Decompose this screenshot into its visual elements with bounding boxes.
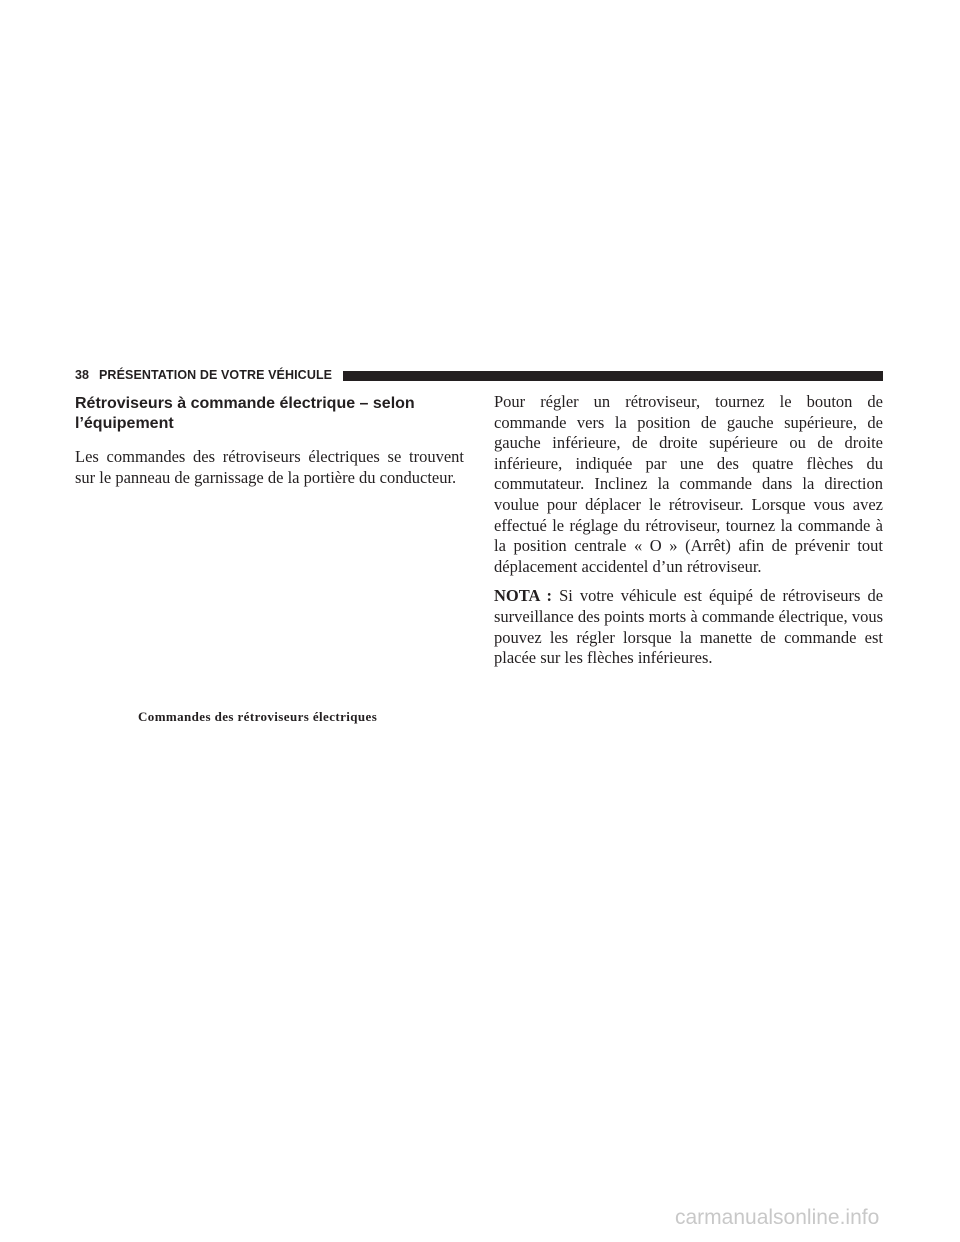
intro-paragraph: Les commandes des rétroviseurs électriques se trouvent sur le panneau de garnissage de la portière du conducteur. — [75, 447, 464, 487]
note-text: Si votre véhicule est équipé de rétroviseurs de surveillance des points morts à commande électrique, vous pouvez les régler lorsque la manette de commande est placée sur les flèches inférieures. — [494, 586, 884, 668]
figure-caption: Commandes des rétroviseurs électriques — [138, 709, 378, 724]
section-title: PRÉSENTATION DE VOTRE VÉHICULE — [99, 368, 333, 382]
left-column — [75, 394, 464, 488]
section-heading: Rétroviseurs à commande électrique – selon l’équipement — [75, 395, 415, 432]
adjustment-paragraph: Pour régler un rétroviseur, tournez le bouton de commande vers la position de gauche supérieure, de gauche inférieure, de droite supérieure ou de droite inférieure, indiquée par une des quatre flèches du commutateur. Inclinez la commande dans la direction voulue pour déplacer le rétroviseur. Lorsque vous avez effectué le réglage du rétroviseur, tournez la commande à la position centrale « O » (Arrêt) afin de prévenir tout déplacement accidentel d’un rétroviseur. — [494, 392, 883, 576]
right-column — [494, 392, 883, 669]
page-number: 38 — [75, 368, 89, 382]
watermark-link[interactable]: carmanualsonline.info — [675, 1206, 880, 1229]
page-header — [75, 366, 883, 384]
header-rule — [343, 371, 883, 381]
note-label: NOTA : — [494, 586, 553, 606]
note-paragraph — [494, 586, 883, 668]
figure-placeholder — [75, 490, 464, 685]
